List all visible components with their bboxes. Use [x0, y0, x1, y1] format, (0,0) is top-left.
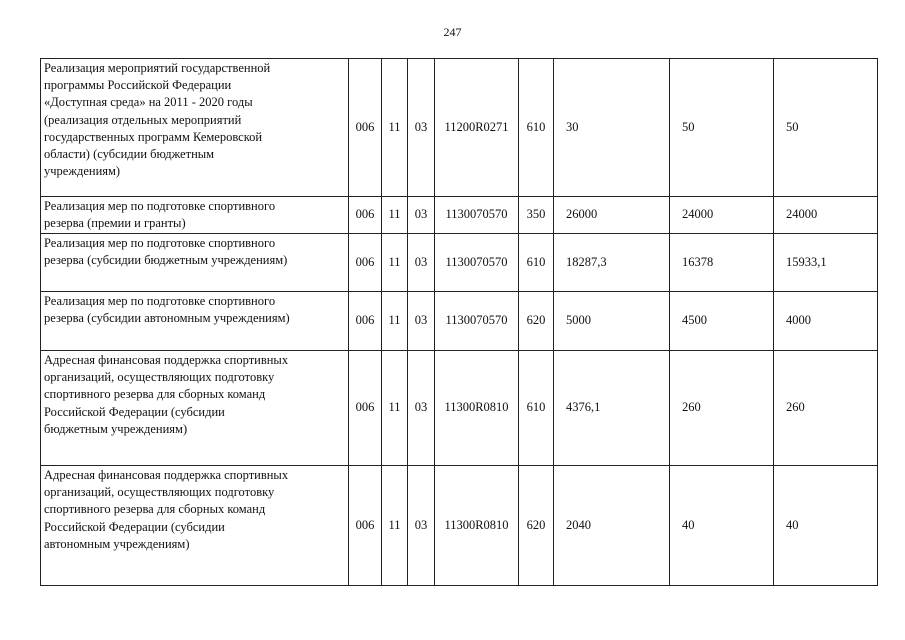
target-article-cell: 1130070570	[435, 292, 519, 351]
description-line: государственных программ Кемеровской	[44, 129, 263, 144]
target-article-cell: 11300R0810	[435, 351, 519, 466]
section-code-cell: 11	[382, 59, 408, 197]
description-line: «Доступная среда» на 2011 - 2020 годы	[44, 95, 253, 110]
expense-type-cell: 610	[519, 234, 554, 292]
description-line: учреждениям)	[44, 164, 121, 179]
description-cell	[41, 292, 349, 351]
description-line: бюджетным учреждениям)	[44, 421, 188, 436]
amount-year-3-cell: 260	[774, 351, 878, 466]
description-line: Российской Федерации (субсидии	[44, 519, 225, 534]
description-line: спортивного резерва для сборных команд	[44, 502, 266, 517]
description-line: организаций, осуществляющих подготовку	[44, 370, 275, 385]
expense-type-cell: 350	[519, 197, 554, 234]
ministry-code-cell: 006	[349, 234, 382, 292]
description-line: автономным учреждениям)	[44, 536, 190, 551]
description-cell	[41, 234, 349, 292]
description-line: Реализация мер по подготовке спортивного	[44, 236, 276, 250]
description-line: (реализация отдельных мероприятий	[44, 112, 242, 127]
description-line: резерва (премии и гранты)	[44, 216, 186, 231]
amount-year-1-cell: 30	[554, 59, 670, 197]
table-row	[41, 351, 878, 466]
page-number: 247	[443, 25, 462, 39]
subsection-code-cell: 03	[408, 59, 435, 197]
section-code-cell: 11	[382, 292, 408, 351]
target-article-cell: 1130070570	[435, 234, 519, 292]
ministry-code-cell: 006	[349, 292, 382, 351]
amount-year-2-cell: 16378	[670, 234, 774, 292]
description-line: Реализация мер по подготовке спортивного	[44, 199, 276, 213]
target-article-cell: 11200R0271	[435, 59, 519, 197]
section-code-cell: 11	[382, 197, 408, 234]
amount-year-2-cell: 4500	[670, 292, 774, 351]
amount-year-3-cell: 4000	[774, 292, 878, 351]
amount-year-2-cell: 260	[670, 351, 774, 466]
amount-year-3-cell: 24000	[774, 197, 878, 234]
amount-year-1-cell: 5000	[554, 292, 670, 351]
description-line: Адресная финансовая поддержка спортивных	[44, 353, 289, 367]
amount-year-3-cell: 15933,1	[774, 234, 878, 292]
subsection-code-cell: 03	[408, 197, 435, 234]
table-row	[41, 59, 878, 197]
section-code-cell: 11	[382, 234, 408, 292]
amount-year-1-cell: 4376,1	[554, 351, 670, 466]
ministry-code-cell: 006	[349, 59, 382, 197]
description-line: Адресная финансовая поддержка спортивных	[44, 468, 289, 482]
table-row	[41, 466, 878, 586]
ministry-code-cell: 006	[349, 466, 382, 586]
amount-year-1-cell: 2040	[554, 466, 670, 586]
amount-year-2-cell: 40	[670, 466, 774, 586]
ministry-code-cell: 006	[349, 351, 382, 466]
subsection-code-cell: 03	[408, 351, 435, 466]
amount-year-1-cell: 26000	[554, 197, 670, 234]
amount-year-3-cell: 50	[774, 59, 878, 197]
description-line: программы Российской Федерации	[44, 78, 232, 93]
description-line: области) (субсидии бюджетным	[44, 147, 215, 162]
target-article-cell: 1130070570	[435, 197, 519, 234]
table-row	[41, 234, 878, 292]
expense-type-cell: 610	[519, 59, 554, 197]
amount-year-3-cell: 40	[774, 466, 878, 586]
description-cell	[41, 466, 349, 586]
subsection-code-cell: 03	[408, 466, 435, 586]
section-code-cell: 11	[382, 351, 408, 466]
description-cell	[41, 197, 349, 234]
table-body	[41, 59, 878, 586]
description-line: резерва (субсидии автономным учреждениям)	[44, 311, 290, 326]
amount-year-2-cell: 50	[670, 59, 774, 197]
table-row	[41, 197, 878, 234]
target-article-cell: 11300R0810	[435, 466, 519, 586]
expense-type-cell: 620	[519, 292, 554, 351]
description-cell	[41, 351, 349, 466]
description-line: Реализация мер по подготовке спортивного	[44, 294, 276, 308]
budget-table	[40, 58, 878, 586]
description-line: резерва (субсидии бюджетным учреждениям)	[44, 253, 288, 268]
description-line: Российской Федерации (субсидии	[44, 404, 225, 419]
description-line: Реализация мероприятий государственной	[44, 61, 271, 75]
subsection-code-cell: 03	[408, 292, 435, 351]
description-line: спортивного резерва для сборных команд	[44, 387, 266, 402]
table-row	[41, 292, 878, 351]
amount-year-1-cell: 18287,3	[554, 234, 670, 292]
description-line: организаций, осуществляющих подготовку	[44, 485, 275, 500]
expense-type-cell: 610	[519, 351, 554, 466]
ministry-code-cell: 006	[349, 197, 382, 234]
subsection-code-cell: 03	[408, 234, 435, 292]
amount-year-2-cell: 24000	[670, 197, 774, 234]
description-cell	[41, 59, 349, 197]
section-code-cell: 11	[382, 466, 408, 586]
expense-type-cell: 620	[519, 466, 554, 586]
